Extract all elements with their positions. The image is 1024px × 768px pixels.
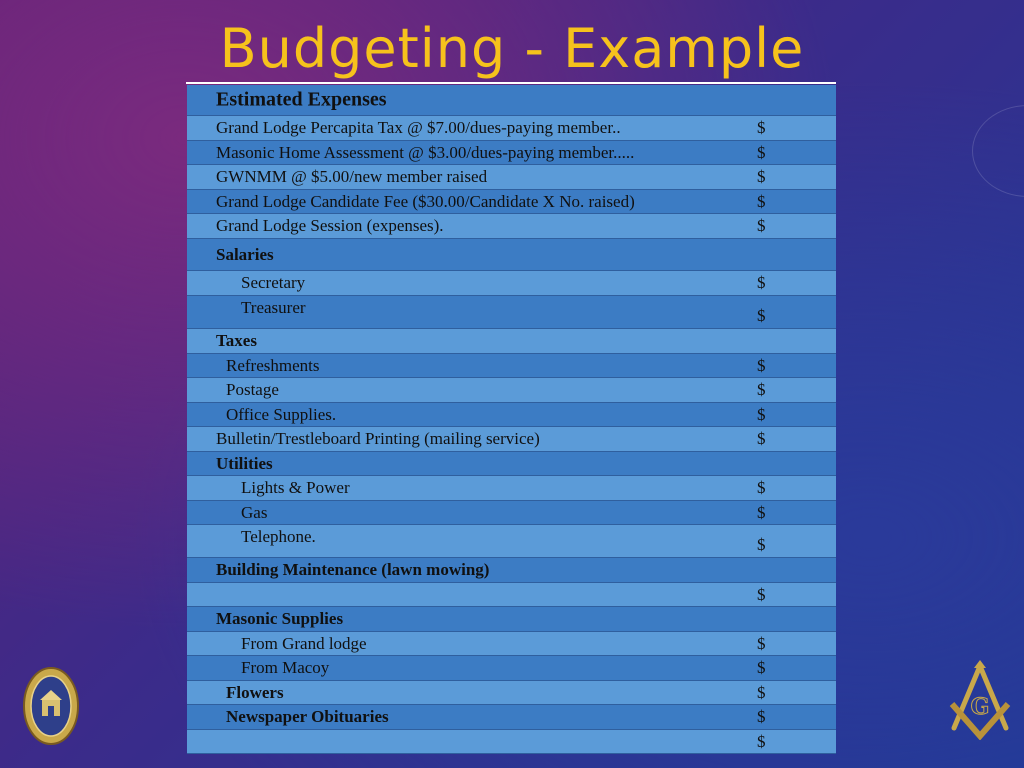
table-row	[187, 165, 836, 190]
row-label: GWNMM @ $5.00/new member raised	[216, 167, 488, 186]
row-dollar: $	[757, 118, 766, 137]
row-dollar: $	[757, 584, 766, 604]
row-dollar: $	[757, 731, 766, 751]
table-row-taxes	[187, 329, 836, 354]
row-label: Grand Lodge Candidate Fee ($30.00/Candidate X No. raised)	[216, 191, 635, 211]
row-label: Salaries	[216, 244, 274, 264]
row-label: Building Maintenance (lawn mowing)	[216, 560, 490, 579]
row-dollar: $	[757, 216, 766, 235]
table-row-flowers	[187, 681, 836, 705]
row-label: Newspaper Obituaries	[226, 707, 389, 726]
row-dollar: $	[757, 429, 766, 448]
table-row	[187, 354, 836, 378]
table-row	[187, 403, 836, 427]
table-row	[187, 583, 836, 607]
expenses-table	[187, 85, 836, 754]
row-label: Treasurer	[241, 297, 306, 317]
row-label: Gas	[241, 502, 268, 522]
table-row	[187, 632, 836, 656]
row-label: Telephone.	[241, 526, 316, 546]
table-row	[187, 501, 836, 525]
table-row	[187, 730, 836, 754]
title-underline	[186, 82, 836, 84]
row-dollar: $	[757, 167, 766, 186]
row-dollar: $	[757, 658, 766, 677]
row-dollar: $	[757, 535, 766, 555]
table-row-masonic-supplies	[187, 607, 836, 632]
table-row-estimated-expenses	[187, 85, 836, 116]
row-dollar: $	[757, 404, 766, 424]
table-row	[187, 214, 836, 239]
row-label: Flowers	[226, 682, 284, 702]
table-row-utilities	[187, 452, 836, 476]
table-row	[187, 378, 836, 403]
svg-text:G: G	[970, 694, 990, 720]
row-dollar: $	[757, 355, 766, 375]
table-row	[187, 656, 836, 681]
row-label: Office Supplies.	[226, 404, 337, 424]
row-dollar: $	[757, 191, 766, 211]
row-label: Grand Lodge Percapita Tax @ $7.00/dues-paying member..	[216, 118, 621, 137]
row-label: Utilities	[216, 453, 273, 473]
row-dollar: $	[757, 273, 766, 292]
row-dollar: $	[757, 142, 766, 162]
row-label: From Grand lodge	[241, 633, 367, 653]
row-label: Masonic Supplies	[216, 609, 344, 628]
table-row	[187, 427, 836, 452]
table-row	[187, 525, 836, 558]
decorative-arc	[972, 105, 1024, 197]
row-label: Taxes	[216, 331, 257, 350]
row-label: Estimated Expenses	[216, 88, 387, 111]
row-label: Lights & Power	[241, 478, 350, 497]
row-label: Bulletin/Trestleboard Printing (mailing service)	[216, 429, 540, 448]
row-dollar: $	[757, 380, 766, 399]
table-row-building-maintenance	[187, 558, 836, 583]
slide-title: Budgeting - Example	[219, 17, 805, 80]
table-row-salaries	[187, 239, 836, 271]
table-row	[187, 190, 836, 214]
table-row	[187, 476, 836, 501]
row-dollar: $	[757, 682, 766, 702]
row-label: Masonic Home Assessment @ $3.00/dues-paying member.....	[216, 142, 635, 162]
table-row	[187, 296, 836, 329]
row-dollar: $	[757, 306, 766, 326]
row-dollar: $	[757, 502, 766, 522]
grand-lodge-seal-icon	[22, 666, 80, 746]
row-label: Refreshments	[226, 355, 320, 375]
table-row	[187, 271, 836, 296]
row-label: Grand Lodge Session (expenses).	[216, 216, 444, 235]
table-row	[187, 116, 836, 141]
square-and-compass-icon	[944, 656, 1016, 740]
row-dollar: $	[757, 478, 766, 497]
row-label: Postage	[226, 380, 279, 399]
row-dollar: $	[757, 707, 766, 726]
table-row	[187, 141, 836, 165]
row-dollar: $	[757, 633, 766, 653]
row-label: Secretary	[241, 273, 306, 292]
row-label: From Macoy	[241, 658, 330, 677]
table-row-newspaper-obituaries	[187, 705, 836, 730]
